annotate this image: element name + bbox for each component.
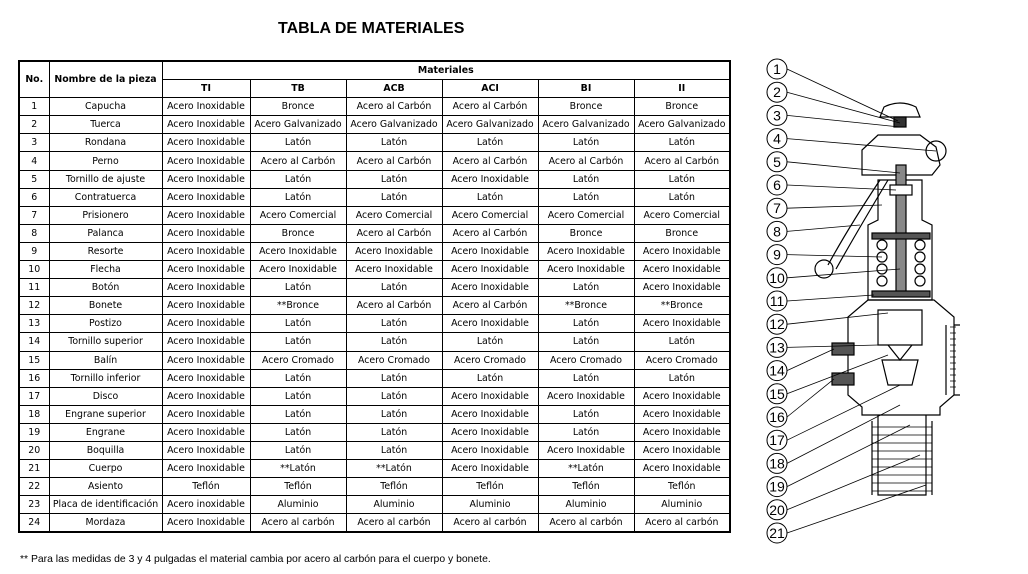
material-cell: Acero Inoxidable bbox=[162, 441, 250, 459]
row-number: 20 bbox=[19, 441, 49, 459]
table-row bbox=[19, 279, 730, 297]
material-cell: Latón bbox=[346, 279, 442, 297]
material-cell: Latón bbox=[634, 170, 730, 188]
table-row bbox=[19, 333, 730, 351]
material-cell: Latón bbox=[250, 170, 346, 188]
material-cell: Teflón bbox=[346, 478, 442, 496]
callout-number: 8 bbox=[773, 223, 781, 240]
material-cell: Acero al Carbón bbox=[442, 98, 538, 116]
row-number: 7 bbox=[19, 206, 49, 224]
material-cell: Acero Galvanizado bbox=[346, 116, 442, 134]
part-name: Disco bbox=[49, 387, 162, 405]
material-cell: Acero al Carbón bbox=[442, 297, 538, 315]
row-number: 3 bbox=[19, 134, 49, 152]
material-cell: Latón bbox=[538, 333, 634, 351]
material-cell: Latón bbox=[250, 333, 346, 351]
table-row bbox=[19, 369, 730, 387]
material-cell: Latón bbox=[346, 369, 442, 387]
row-number: 4 bbox=[19, 152, 49, 170]
material-cell: Latón bbox=[250, 369, 346, 387]
inlet-thread bbox=[872, 427, 932, 491]
material-cell: Latón bbox=[250, 134, 346, 152]
material-cell: Aluminio bbox=[538, 496, 634, 514]
row-number: 15 bbox=[19, 351, 49, 369]
material-cell: Latón bbox=[346, 441, 442, 459]
callout-leader-line bbox=[787, 162, 900, 173]
material-cell: Latón bbox=[346, 188, 442, 206]
material-cell: Acero Inoxidable bbox=[538, 387, 634, 405]
callout-leader-line bbox=[787, 205, 882, 208]
material-cell: Acero Inoxidable bbox=[442, 460, 538, 478]
row-number: 2 bbox=[19, 116, 49, 134]
material-cell: Acero Inoxidable bbox=[162, 242, 250, 260]
row-number: 19 bbox=[19, 423, 49, 441]
table-row bbox=[19, 297, 730, 315]
callout-number: 11 bbox=[769, 293, 785, 309]
material-cell: Acero Inoxidable bbox=[162, 152, 250, 170]
material-cell: Teflón bbox=[538, 478, 634, 496]
table-header bbox=[19, 61, 730, 98]
material-cell: Latón bbox=[538, 423, 634, 441]
header-material-tb: TB bbox=[250, 80, 346, 98]
part-name: Engrane bbox=[49, 423, 162, 441]
header-materials: Materiales bbox=[162, 61, 730, 80]
callout-number: 18 bbox=[769, 455, 785, 472]
material-cell: **Bronce bbox=[538, 297, 634, 315]
material-cell: Acero al Carbón bbox=[634, 152, 730, 170]
material-cell: Latón bbox=[538, 188, 634, 206]
part-name: Cuerpo bbox=[49, 460, 162, 478]
header-material-acb: ACB bbox=[346, 80, 442, 98]
material-cell: Acero Inoxidable bbox=[634, 315, 730, 333]
material-cell: Acero Galvanizado bbox=[250, 116, 346, 134]
material-cell: Latón bbox=[346, 134, 442, 152]
table-row bbox=[19, 315, 730, 333]
callout-leader-line bbox=[787, 69, 898, 121]
outlet-thread bbox=[950, 327, 956, 387]
part-name: Engrane superior bbox=[49, 405, 162, 423]
table-row bbox=[19, 460, 730, 478]
callout-leader-line bbox=[787, 349, 834, 371]
material-cell: Acero al Carbón bbox=[346, 98, 442, 116]
material-cell: **Latón bbox=[346, 460, 442, 478]
material-cell: Bronce bbox=[634, 224, 730, 242]
material-cell: Acero Inoxidable bbox=[162, 351, 250, 369]
material-cell: Acero Inoxidable bbox=[634, 261, 730, 279]
material-cell: Acero Inoxidable bbox=[250, 261, 346, 279]
material-cell: Aluminio bbox=[346, 496, 442, 514]
callout-number: 7 bbox=[773, 200, 781, 217]
part-name: Rondana bbox=[49, 134, 162, 152]
material-cell: Latón bbox=[538, 315, 634, 333]
callout-number: 1 bbox=[773, 61, 781, 77]
material-cell: Acero Cromado bbox=[346, 351, 442, 369]
material-cell: Acero al carbón bbox=[250, 514, 346, 533]
callout-leader-line bbox=[787, 425, 910, 487]
material-cell: Latón bbox=[442, 369, 538, 387]
material-cell: Acero Inoxidable bbox=[162, 405, 250, 423]
material-cell: Acero Comercial bbox=[250, 206, 346, 224]
callout-leader-line bbox=[787, 355, 888, 394]
material-cell: Aluminio bbox=[250, 496, 346, 514]
callout-number: 12 bbox=[769, 316, 785, 333]
callout-group bbox=[767, 59, 936, 543]
material-cell: Acero Inoxidable bbox=[162, 315, 250, 333]
material-cell: Latón bbox=[634, 369, 730, 387]
material-cell: Latón bbox=[538, 134, 634, 152]
table-body bbox=[19, 98, 730, 533]
row-number: 22 bbox=[19, 478, 49, 496]
material-cell: Latón bbox=[250, 441, 346, 459]
part-name: Tornillo de ajuste bbox=[49, 170, 162, 188]
row-number: 12 bbox=[19, 297, 49, 315]
callout-number: 14 bbox=[769, 362, 785, 379]
row-number: 13 bbox=[19, 315, 49, 333]
material-cell: Acero Inoxidable bbox=[346, 242, 442, 260]
material-cell: Latón bbox=[250, 387, 346, 405]
material-cell: Acero Inoxidable bbox=[442, 279, 538, 297]
material-cell: Acero Inoxidable bbox=[162, 116, 250, 134]
material-cell: Acero Comercial bbox=[346, 206, 442, 224]
material-cell: Acero Inoxidable bbox=[162, 98, 250, 116]
material-cell: Teflón bbox=[442, 478, 538, 496]
material-cell: Acero Inoxidable bbox=[538, 261, 634, 279]
material-cell: Acero Inoxidable bbox=[634, 423, 730, 441]
part-name: Mordaza bbox=[49, 514, 162, 533]
material-cell: **Latón bbox=[538, 460, 634, 478]
material-cell: Latón bbox=[250, 188, 346, 206]
callout-number: 19 bbox=[769, 478, 785, 495]
material-cell: Acero Inoxidable bbox=[162, 387, 250, 405]
material-cell: Acero inoxidable bbox=[162, 496, 250, 514]
callout-number: 6 bbox=[773, 177, 781, 193]
material-cell: Bronce bbox=[538, 98, 634, 116]
page-title: TABLA DE MATERIALES bbox=[278, 20, 465, 37]
material-cell: Acero Cromado bbox=[250, 351, 346, 369]
row-number: 11 bbox=[19, 279, 49, 297]
material-cell: Acero Comercial bbox=[442, 206, 538, 224]
table-row bbox=[19, 188, 730, 206]
callout-number: 5 bbox=[773, 153, 781, 170]
material-cell: Latón bbox=[250, 279, 346, 297]
table-row bbox=[19, 152, 730, 170]
part-name: Tornillo superior bbox=[49, 333, 162, 351]
callout-number: 2 bbox=[773, 84, 781, 101]
material-cell: **Bronce bbox=[634, 297, 730, 315]
material-cell: Acero Inoxidable bbox=[162, 279, 250, 297]
material-cell: Aluminio bbox=[634, 496, 730, 514]
header-material-bi: BI bbox=[538, 80, 634, 98]
valve-diagram bbox=[750, 55, 960, 547]
callout-number: 4 bbox=[773, 130, 781, 147]
table-row bbox=[19, 170, 730, 188]
material-cell: Acero Inoxidable bbox=[634, 460, 730, 478]
table-row bbox=[19, 514, 730, 533]
material-cell: Latón bbox=[538, 369, 634, 387]
header-material-ti: TI bbox=[162, 80, 250, 98]
material-cell: Acero Comercial bbox=[538, 206, 634, 224]
material-cell: Acero Inoxidable bbox=[162, 369, 250, 387]
material-cell: Acero Inoxidable bbox=[162, 206, 250, 224]
part-name: Postizo bbox=[49, 315, 162, 333]
table-row bbox=[19, 423, 730, 441]
header-material-ii: II bbox=[634, 80, 730, 98]
table-row bbox=[19, 98, 730, 116]
callout-leader-line bbox=[787, 385, 900, 440]
material-cell: Latón bbox=[538, 170, 634, 188]
material-cell: Acero Inoxidable bbox=[442, 261, 538, 279]
row-number: 18 bbox=[19, 405, 49, 423]
material-cell: Latón bbox=[346, 405, 442, 423]
material-cell: Teflón bbox=[250, 478, 346, 496]
material-cell: Acero Inoxidable bbox=[162, 188, 250, 206]
material-cell: Acero Inoxidable bbox=[250, 242, 346, 260]
material-cell: Acero Inoxidable bbox=[538, 242, 634, 260]
callout-leader-line bbox=[787, 405, 900, 463]
callout-number: 15 bbox=[769, 385, 785, 402]
callout-number: 21 bbox=[769, 525, 785, 541]
material-cell: Acero Inoxidable bbox=[162, 170, 250, 188]
part-name: Botón bbox=[49, 279, 162, 297]
callout-number: 16 bbox=[769, 409, 785, 425]
material-cell: Acero Inoxidable bbox=[634, 279, 730, 297]
part-name: Asiento bbox=[49, 478, 162, 496]
table-row bbox=[19, 496, 730, 514]
material-cell: Acero Inoxidable bbox=[634, 242, 730, 260]
material-cell: Latón bbox=[634, 134, 730, 152]
material-cell: Acero Galvanizado bbox=[442, 116, 538, 134]
material-cell: Acero al Carbón bbox=[346, 152, 442, 170]
material-cell: Acero Inoxidable bbox=[442, 387, 538, 405]
table-row bbox=[19, 206, 730, 224]
material-cell: Bronce bbox=[634, 98, 730, 116]
callout-number: 3 bbox=[773, 107, 781, 124]
part-name: Bonete bbox=[49, 297, 162, 315]
material-cell: Acero Inoxidable bbox=[442, 242, 538, 260]
material-cell: Acero Galvanizado bbox=[538, 116, 634, 134]
row-number: 16 bbox=[19, 369, 49, 387]
material-cell: Acero Inoxidable bbox=[162, 423, 250, 441]
table-row bbox=[19, 351, 730, 369]
row-number: 24 bbox=[19, 514, 49, 533]
material-cell: Acero al Carbón bbox=[250, 152, 346, 170]
material-cell: Aluminio bbox=[442, 496, 538, 514]
callout-number: 10 bbox=[769, 269, 785, 286]
material-cell: Latón bbox=[442, 188, 538, 206]
material-cell: Acero Inoxidable bbox=[634, 387, 730, 405]
material-cell: Acero Inoxidable bbox=[162, 224, 250, 242]
material-cell: Bronce bbox=[538, 224, 634, 242]
material-cell: Latón bbox=[250, 423, 346, 441]
callout-number: 20 bbox=[769, 501, 785, 518]
row-number: 9 bbox=[19, 242, 49, 260]
material-cell: Teflón bbox=[162, 478, 250, 496]
material-cell: Latón bbox=[250, 405, 346, 423]
material-cell: Bronce bbox=[250, 224, 346, 242]
material-cell: Acero Inoxidable bbox=[346, 261, 442, 279]
material-cell: Latón bbox=[346, 170, 442, 188]
part-name: Placa de identificación bbox=[49, 496, 162, 514]
material-cell: Acero al carbón bbox=[634, 514, 730, 533]
material-cell: Acero Galvanizado bbox=[634, 116, 730, 134]
callout-number: 9 bbox=[773, 246, 781, 263]
materials-table bbox=[18, 60, 731, 533]
header-part-name: Nombre de la pieza bbox=[49, 61, 162, 98]
material-cell: Latón bbox=[250, 315, 346, 333]
row-number: 6 bbox=[19, 188, 49, 206]
part-name: Boquilla bbox=[49, 441, 162, 459]
material-cell: Bronce bbox=[250, 98, 346, 116]
part-name: Flecha bbox=[49, 261, 162, 279]
material-cell: Acero Inoxidable bbox=[442, 405, 538, 423]
part-name: Balín bbox=[49, 351, 162, 369]
material-cell: Acero al Carbón bbox=[442, 224, 538, 242]
material-cell: Latón bbox=[442, 333, 538, 351]
table-row bbox=[19, 478, 730, 496]
table-row bbox=[19, 116, 730, 134]
table-row bbox=[19, 134, 730, 152]
material-cell: Acero Inoxidable bbox=[442, 423, 538, 441]
material-cell: **Latón bbox=[250, 460, 346, 478]
material-cell: Acero Inoxidable bbox=[162, 261, 250, 279]
row-number: 14 bbox=[19, 333, 49, 351]
row-number: 23 bbox=[19, 496, 49, 514]
material-cell: Latón bbox=[538, 279, 634, 297]
callout-leader-line bbox=[787, 92, 900, 123]
callout-leader-line bbox=[787, 313, 888, 324]
row-number: 1 bbox=[19, 98, 49, 116]
material-cell: Acero Inoxidable bbox=[442, 170, 538, 188]
material-cell: Acero al Carbón bbox=[442, 152, 538, 170]
material-cell: **Bronce bbox=[250, 297, 346, 315]
footnote: ** Para las medidas de 3 y 4 pulgadas el material cambia por acero al carbón para el cuerpo y bonete. bbox=[20, 554, 491, 565]
material-cell: Acero Inoxidable bbox=[634, 441, 730, 459]
table-row bbox=[19, 387, 730, 405]
material-cell: Acero Cromado bbox=[634, 351, 730, 369]
material-cell: Acero Inoxidable bbox=[442, 441, 538, 459]
material-cell: Acero al carbón bbox=[538, 514, 634, 533]
row-number: 10 bbox=[19, 261, 49, 279]
material-cell: Acero Inoxidable bbox=[538, 441, 634, 459]
row-number: 21 bbox=[19, 460, 49, 478]
material-cell: Teflón bbox=[634, 478, 730, 496]
material-cell: Acero al carbón bbox=[442, 514, 538, 533]
header-material-aci: ACI bbox=[442, 80, 538, 98]
row-number: 17 bbox=[19, 387, 49, 405]
material-cell: Acero Cromado bbox=[442, 351, 538, 369]
material-cell: Acero al carbón bbox=[346, 514, 442, 533]
part-name: Capucha bbox=[49, 98, 162, 116]
part-name: Perno bbox=[49, 152, 162, 170]
callout-leader-line bbox=[787, 295, 874, 301]
row-number: 5 bbox=[19, 170, 49, 188]
material-cell: Acero al Carbón bbox=[346, 224, 442, 242]
material-cell: Acero Inoxidable bbox=[162, 134, 250, 152]
part-name: Prisionero bbox=[49, 206, 162, 224]
material-cell: Latón bbox=[346, 315, 442, 333]
material-cell: Acero Inoxidable bbox=[162, 514, 250, 533]
material-cell: Acero Cromado bbox=[538, 351, 634, 369]
row-number: 8 bbox=[19, 224, 49, 242]
callout-leader-line bbox=[787, 185, 896, 190]
table-row bbox=[19, 405, 730, 423]
callout-number: 13 bbox=[769, 339, 785, 356]
material-cell: Acero Inoxidable bbox=[162, 333, 250, 351]
table-row bbox=[19, 242, 730, 260]
material-cell: Acero Inoxidable bbox=[442, 315, 538, 333]
part-name: Resorte bbox=[49, 242, 162, 260]
material-cell: Acero al Carbón bbox=[538, 152, 634, 170]
material-cell: Acero al Carbón bbox=[346, 297, 442, 315]
material-cell: Latón bbox=[346, 423, 442, 441]
material-cell: Acero Inoxidable bbox=[162, 460, 250, 478]
table-row bbox=[19, 441, 730, 459]
material-cell: Latón bbox=[634, 333, 730, 351]
callout-number: 17 bbox=[769, 432, 785, 449]
header-no: No. bbox=[19, 61, 49, 98]
material-cell: Latón bbox=[346, 387, 442, 405]
material-cell: Acero Comercial bbox=[634, 206, 730, 224]
table-row bbox=[19, 261, 730, 279]
material-cell: Acero Inoxidable bbox=[162, 297, 250, 315]
part-name: Palanca bbox=[49, 224, 162, 242]
material-cell: Latón bbox=[538, 405, 634, 423]
material-cell: Latón bbox=[442, 134, 538, 152]
material-cell: Acero Inoxidable bbox=[634, 405, 730, 423]
callout-leader-line bbox=[787, 139, 936, 151]
callout-leader-line bbox=[787, 455, 920, 510]
part-name: Tornillo inferior bbox=[49, 369, 162, 387]
part-name: Tuerca bbox=[49, 116, 162, 134]
callout-leader-line bbox=[787, 485, 926, 533]
material-cell: Latón bbox=[634, 188, 730, 206]
table-row bbox=[19, 224, 730, 242]
part-name: Contratuerca bbox=[49, 188, 162, 206]
material-cell: Latón bbox=[346, 333, 442, 351]
